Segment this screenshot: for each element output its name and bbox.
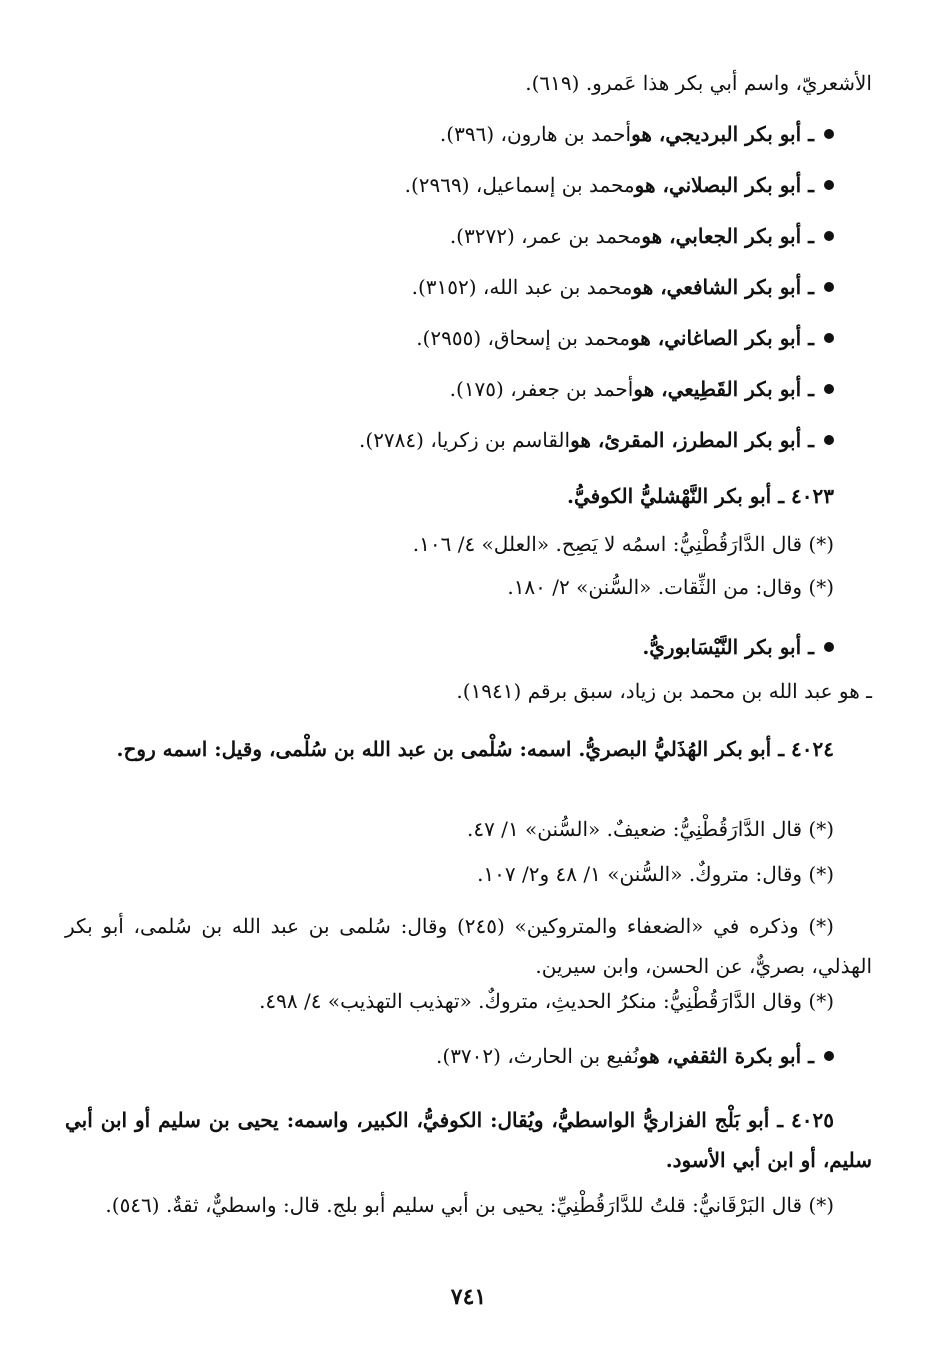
quote-4024-1: (*) قال الدَّارَقُطْنِيُّ: ضعيفٌ. «السُّنن» ١/ ٤٧. xyxy=(466,817,834,841)
entry-bullet-naysaburi xyxy=(642,634,834,660)
entry-bullet-jiaabi xyxy=(450,223,834,249)
bullet-name: ـ أبو بكر الشافعي، هو xyxy=(632,275,814,299)
bullet-ref: أحمد بن جعفر، (١٧٥). xyxy=(449,377,634,401)
entry-bullet-abubakra xyxy=(436,1043,834,1069)
page-number: ٧٤١ xyxy=(450,1284,487,1310)
entry-bullet-bardiji xyxy=(440,121,834,147)
bullet-ref: محمد بن إسحاق، (٢٩٥٥). xyxy=(416,326,630,350)
bullet-name: ـ أبو بكر الصاغاني، هو xyxy=(629,326,814,350)
bullet-icon xyxy=(824,231,834,241)
entry-title-4023: ٤٠٢٣ ـ أبو بكر النَّهْشليُّ الكوفيُّ. xyxy=(566,484,834,508)
quote-4024-4: (*) وقال الدَّارَقُطْنِيُّ: منكرُ الحديثِ، متروكٌ. «تهذيب التهذيب» ٤/ ٤٩٨. xyxy=(259,989,834,1013)
bullet-icon xyxy=(824,1051,834,1061)
bullet-ref: نُفيع بن الحارث، (٣٧٠٢). xyxy=(436,1044,639,1068)
cross-reference-note: ـ هو عبد الله بن محمد بن زياد، سبق برقم (١٩٤١). xyxy=(456,679,872,703)
bullet-ref: محمد بن عبد الله، (٣١٥٢). xyxy=(411,275,633,299)
bullet-name: ـ أبو بكر البصلاني، هو xyxy=(634,173,814,197)
entry-title-4025: ٤٠٢٥ ـ أبو بَلْج الفزاريُّ الواسطيُّ، ويُقال: الكوفيُّ، الكبير، واسمه: يحيى بن سليم أو ابن أبي سليم، أو ابن أبي الأسود. xyxy=(65,1108,872,1172)
quote-4024-3: (*) وذكره في «الضعفاء والمتروكين» (٢٤٥) وقال: سُلمى بن عبد الله بن سُلمى، أبو بكر الهذلي، بصريٌّ، عن الحسن، وابن سيرين. xyxy=(65,914,872,978)
bullet-icon xyxy=(824,333,834,343)
bullet-ref: محمد بن عمر، (٣٢٧٢). xyxy=(449,224,642,248)
entry-bullet-shafii xyxy=(412,274,834,300)
bullet-icon xyxy=(824,435,834,445)
bullet-icon xyxy=(824,129,834,139)
bullet-name: ـ أبو بكر البرديجي، هو xyxy=(631,122,814,146)
bullet-icon xyxy=(824,384,834,394)
entry-bullet-basalani xyxy=(405,172,834,198)
bullet-icon xyxy=(824,180,834,190)
quote-4024-2: (*) وقال: متروكٌ. «السُّنن» ١/ ٤٨ و٢/ ١٠٧. xyxy=(477,862,834,886)
bullet-name: ـ أبو بكرة الثقفي، هو xyxy=(638,1044,814,1068)
entry-bullet-mutarriz xyxy=(359,427,834,453)
bullet-icon xyxy=(824,282,834,292)
bullet-name: ـ أبو بكر الجعابي، هو xyxy=(641,224,814,248)
bullet-ref: أحمد بن هارون، (٣٩٦). xyxy=(439,122,632,146)
bullet-icon xyxy=(824,642,834,652)
bullet-name: ـ أبو بكر المطرز، المقرئ، هو xyxy=(570,428,814,452)
quote-4025-1: (*) قال البَرْقَانيُّ: قلتُ للدَّارَقُطْنِيِّ: يحيى بن أبي سليم أبو بلج. قال: واسطيٌّ، ثقةٌ. (٥٤٦). xyxy=(105,1193,834,1217)
entry-bullet-qatii xyxy=(450,376,834,402)
entry-title-4024: ٤٠٢٤ ـ أبو بكر الهُذَليُّ البصريُّ. اسمه: سُلْمى بن عبد الله بن سُلْمى، وقيل: اسمه روح. xyxy=(116,737,834,761)
quote-4023-2: (*) وقال: من الثِّقات. «السُّنن» ٢/ ١٨٠. xyxy=(507,575,834,599)
bullet-ref: القاسم بن زكريا، (٢٧٨٤). xyxy=(359,428,571,452)
bullet-name: ـ أبو بكر النَّيْسَابوريُّ. xyxy=(642,635,814,659)
bullet-ref: محمد بن إسماعيل، (٢٩٦٩). xyxy=(404,173,635,197)
entry-bullet-saghani xyxy=(416,325,834,351)
continuation-line: الأشعريّ، واسم أبي بكر هذا عَمرو. (٦١٩). xyxy=(525,71,872,95)
bullet-name: ـ أبو بكر القَطِيعي، هو xyxy=(633,377,814,401)
quote-4023-1: (*) قال الدَّارَقُطْنِيُّ: اسمُه لا يَصِح. «العلل» ٤/ ١٠٦. xyxy=(412,532,834,556)
